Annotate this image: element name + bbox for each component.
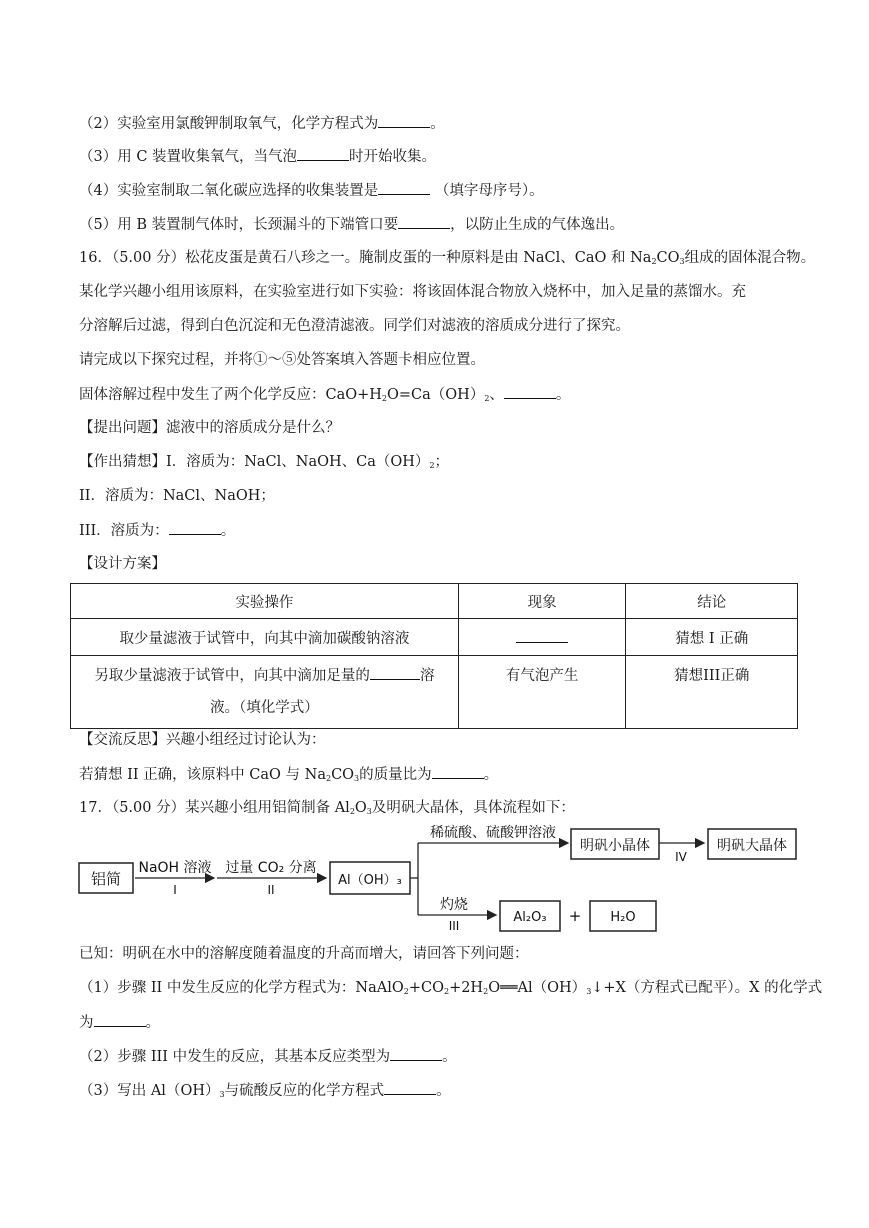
- q17-item-2: （2）步骤 III 中发生的反应，其基本反应类型为 。: [79, 1046, 457, 1067]
- table-header: 结论: [626, 584, 798, 619]
- q15-item-5: （5）用 B 装置制气体时，长颈漏斗的下端管口要 ，以防止生成的气体逸出。: [79, 214, 624, 235]
- answer-blank[interactable]: [384, 1080, 436, 1095]
- q16-reflection-heading: 【交流反思】兴趣小组经过讨论认为：: [79, 732, 326, 748]
- q15-item-2-text: （2）实验室用氯酸钾制取氧气，化学方程式为: [79, 116, 379, 132]
- q16-question-heading: 【提出问题】滤液中的溶质成分是什么？: [79, 420, 340, 436]
- flow-step-4-number: IV: [675, 850, 687, 864]
- q16-stem-line-3: 分溶解后过滤，得到白色沉淀和无色澄清滤液。同学们对滤液的溶质成分进行了探究。: [79, 318, 630, 334]
- q16-hypothesis-2: II．溶质为：NaCl、NaOH；: [79, 488, 275, 504]
- table-cell-conclusion: 猜想III正确: [626, 656, 798, 729]
- flow-step-3-number: III: [448, 919, 460, 933]
- table-header: 现象: [458, 584, 626, 619]
- answer-blank[interactable]: [378, 180, 430, 195]
- q17-item-1-cont: 为 。: [79, 1012, 160, 1033]
- experiment-table: [70, 583, 798, 729]
- flow-box-small-crystal-label: 明矾小晶体: [580, 838, 650, 854]
- flow-bottom-branch-reagent: 灼烧: [440, 897, 468, 913]
- table-header-row: [71, 584, 798, 619]
- q17-item-3: （3）写出 $Al(OH)_3$与硫酸反应的化学方程式 。: [79, 1080, 451, 1105]
- q16-design-heading: 【设计方案】: [79, 556, 166, 572]
- q16-instruction: 请完成以下探究过程，并将①～⑤处答案填入答题卡相应位置。: [79, 352, 485, 368]
- answer-blank[interactable]: [94, 1012, 146, 1027]
- answer-blank[interactable]: [398, 214, 450, 229]
- q17-known-info: 已知：明矾在水中的溶解度随着温度的升高而增大，请回答下列问题：: [79, 946, 529, 962]
- flow-step-2-reagent: 过量 CO₂ 分离: [225, 860, 317, 876]
- table-cell-conclusion: 猜想 I 正确: [626, 619, 798, 656]
- table-cell-operation: 另取少量滤液于试管中，向其中滴加足量的 溶 液。（填化学式）: [71, 656, 459, 729]
- flow-box-start-label: 铝简: [90, 870, 122, 888]
- answer-blank[interactable]: [504, 384, 556, 399]
- q16-reflection-question: 若猜想 II 正确，该原料中 CaO 与 $Na_2CO_3$的质量比为 。: [79, 764, 498, 789]
- flow-box-big-crystal-label: 明矾大晶体: [717, 838, 787, 854]
- flow-plus-sign: +: [568, 907, 582, 925]
- answer-blank[interactable]: [432, 764, 484, 779]
- table-header: 实验操作: [71, 584, 459, 619]
- answer-blank[interactable]: [169, 520, 221, 535]
- q16-reaction-line: 固体溶解过程中发生了两个化学反应：$CaO+H_2O=Ca(OH)_2$、 。: [79, 384, 570, 409]
- q17-item-1: （1）步骤 II 中发生反应的化学方程式为：$NaAlO_2+CO_2+2H_2O══Al(OH)_3↓+X$（方程式已配平）。X 的化学式: [79, 980, 823, 996]
- answer-blank[interactable]: [516, 628, 568, 643]
- table-cell-phenomenon: [458, 619, 626, 656]
- q16-stem-line-2: 某化学兴趣小组用该原料，在实验室进行如下实验：将该固体混合物放入烧杯中，加入足量的蒸馏水。充: [79, 284, 746, 300]
- table-cell-operation: 取少量滤液于试管中，向其中滴加碳酸钠溶液: [71, 619, 459, 656]
- answer-blank[interactable]: [378, 113, 430, 128]
- table-row: [71, 619, 798, 656]
- flow-top-branch-reagent: 稀硫酸、硫酸钾溶液: [430, 825, 556, 841]
- q15-item-2: （2）实验室用氯酸钾制取氧气，化学方程式为 。: [79, 113, 445, 134]
- flow-box-al2o3-label: Al₂O₃: [513, 910, 547, 925]
- answer-blank[interactable]: [297, 146, 349, 161]
- q15-item-4: （4）实验室制取二氧化碳应选择的收集装置是 （填字母序号）。: [79, 180, 544, 201]
- table-row: [71, 656, 798, 729]
- flow-step-2-number: II: [267, 883, 275, 897]
- process-flow-diagram: [78, 823, 798, 939]
- q16-stem-line-1: 16．（5.00 分）松花皮蛋是黄石八珍之一。腌制皮蛋的一种原料是由 NaCl、CaO 和 $Na_2CO_3$组成的固体混合物。: [79, 250, 816, 266]
- answer-blank[interactable]: [390, 1046, 442, 1061]
- q17-stem: 17．（5.00 分）某兴趣小组用铝简制备 $Al_2O_3$及明矾大晶体，具体流程如下：: [79, 800, 575, 816]
- flow-step-1-number: I: [173, 883, 177, 897]
- flow-step-1-reagent: NaOH 溶液: [138, 860, 212, 876]
- q16-hypothesis-1: 【作出猜想】I．溶质为：NaCl、NaOH、$Ca(OH)_2$；: [79, 454, 450, 470]
- q16-hypothesis-3: III．溶质为： 。: [79, 520, 235, 541]
- answer-blank[interactable]: [370, 665, 420, 680]
- flow-box-h2o-label: H₂O: [610, 910, 636, 925]
- table-cell-phenomenon: 有气泡产生: [458, 656, 626, 729]
- flow-box-aloh3-label: Al（OH）₃: [338, 873, 402, 888]
- q15-item-3: （3）用 C 装置收集氧气，当气泡 时开始收集。: [79, 146, 436, 167]
